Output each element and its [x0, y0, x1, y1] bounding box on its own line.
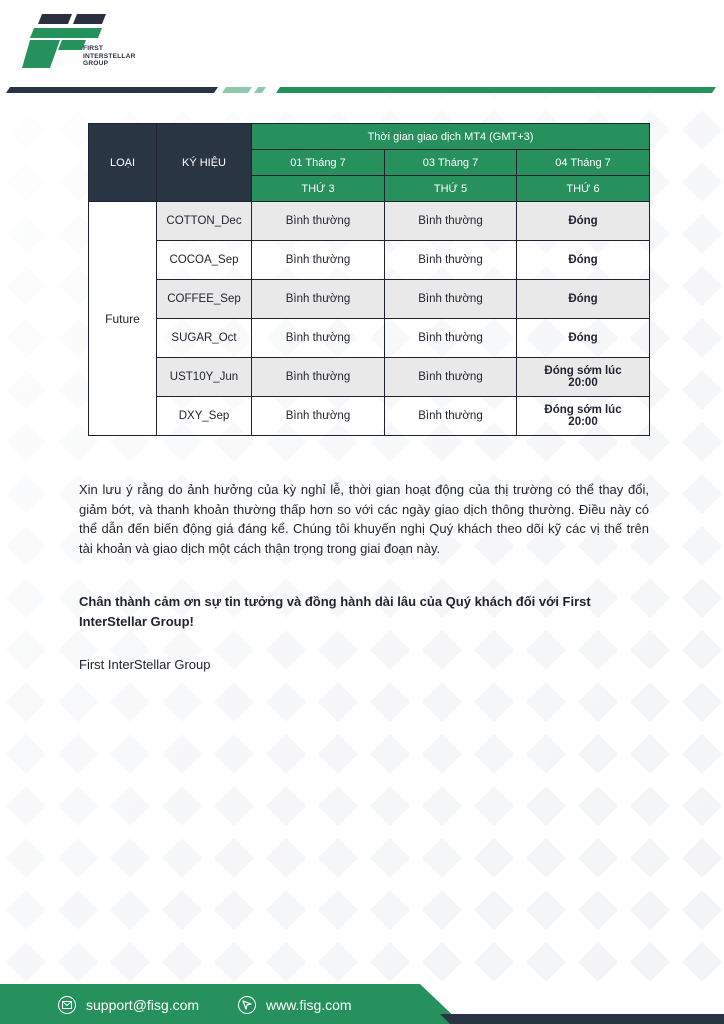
status-cell: Đóng	[517, 202, 650, 241]
cursor-icon	[238, 996, 256, 1014]
status-cell: Bình thường	[385, 280, 517, 319]
table-row	[89, 397, 650, 436]
notice-paragraph: Xin lưu ý rằng do ảnh hưởng của kỳ nghỉ lễ, thời gian hoạt động của thị trường có thể thay đổi, giảm bớt, và thanh khoản thường thấp hơn so với các ngày giao dịch thông thường. Điều này có thể dẫn đến biến động giá đáng kể. Chúng tôi khuyến nghị Quý khách theo dõi kỹ các vị thế trên tài khoản và giao dịch một cách thận trọng trong giai đoạn này.	[79, 482, 649, 556]
status-cell: Bình thường	[252, 241, 385, 280]
website-text: www.fisg.com	[266, 997, 352, 1013]
header-weekday-1: THỨ 3	[252, 176, 385, 202]
status-cell: Đóng	[517, 319, 650, 358]
status-cell: Bình thường	[252, 397, 385, 436]
status-line-2: 20:00	[568, 377, 598, 389]
status-cell: Đóng	[517, 241, 650, 280]
signature: First InterStellar Group	[79, 657, 211, 672]
header-loai: LOẠI	[89, 124, 157, 202]
logo-line-3: GROUP	[83, 60, 109, 68]
header-weekday-3: THỨ 6	[517, 176, 650, 202]
status-cell: Bình thường	[252, 319, 385, 358]
header-divider-band	[0, 86, 724, 94]
status-cell: Bình thường	[385, 319, 517, 358]
symbol-cell: COFFEE_Sep	[157, 280, 252, 319]
status-line-1: Đóng sớm lúc	[544, 365, 622, 377]
status-cell: Bình thường	[385, 241, 517, 280]
email-text: support@fisg.com	[86, 997, 200, 1013]
website-link[interactable]	[238, 994, 352, 1016]
email-link[interactable]	[58, 994, 199, 1016]
status-line-2: 20:00	[568, 416, 598, 428]
status-cell: Bình thường	[385, 397, 517, 436]
status-cell	[517, 397, 650, 436]
company-logo	[22, 12, 152, 74]
table-row	[89, 202, 650, 241]
status-line-1: Đóng sớm lúc	[544, 404, 622, 416]
thanks-paragraph: Chân thành cảm ơn sự tin tưởng và đồng hành dài lâu của Quý khách đối với First InterStellar Group!	[79, 594, 591, 629]
header-trading-time: Thời gian giao dịch MT4 (GMT+3)	[252, 124, 650, 150]
header-date-3: 04 Tháng 7	[517, 150, 650, 176]
symbol-cell: COCOA_Sep	[157, 241, 252, 280]
logo-line-2: INTERSTELLAR	[83, 52, 136, 60]
table-row	[89, 358, 650, 397]
status-cell: Bình thường	[252, 202, 385, 241]
header-date-1: 01 Tháng 7	[252, 150, 385, 176]
mail-icon	[58, 996, 76, 1014]
header-weekday-2: THỨ 5	[385, 176, 517, 202]
table-row	[89, 319, 650, 358]
header-date-2: 03 Tháng 7	[385, 150, 517, 176]
symbol-cell: COTTON_Dec	[157, 202, 252, 241]
symbol-cell: UST10Y_Jun	[157, 358, 252, 397]
status-cell	[517, 358, 650, 397]
trading-schedule-table	[88, 123, 649, 436]
logo-line-1: FIRST	[83, 45, 104, 52]
header-ky-hieu: KÝ HIỆU	[157, 124, 252, 202]
table-row	[89, 241, 650, 280]
table-row	[89, 280, 650, 319]
status-cell: Bình thường	[252, 280, 385, 319]
status-cell: Bình thường	[385, 358, 517, 397]
status-cell: Bình thường	[252, 358, 385, 397]
status-cell: Bình thường	[385, 202, 517, 241]
status-cell: Đóng	[517, 280, 650, 319]
symbol-cell: DXY_Sep	[157, 397, 252, 436]
category-cell: Future	[89, 202, 157, 436]
symbol-cell: SUGAR_Oct	[157, 319, 252, 358]
